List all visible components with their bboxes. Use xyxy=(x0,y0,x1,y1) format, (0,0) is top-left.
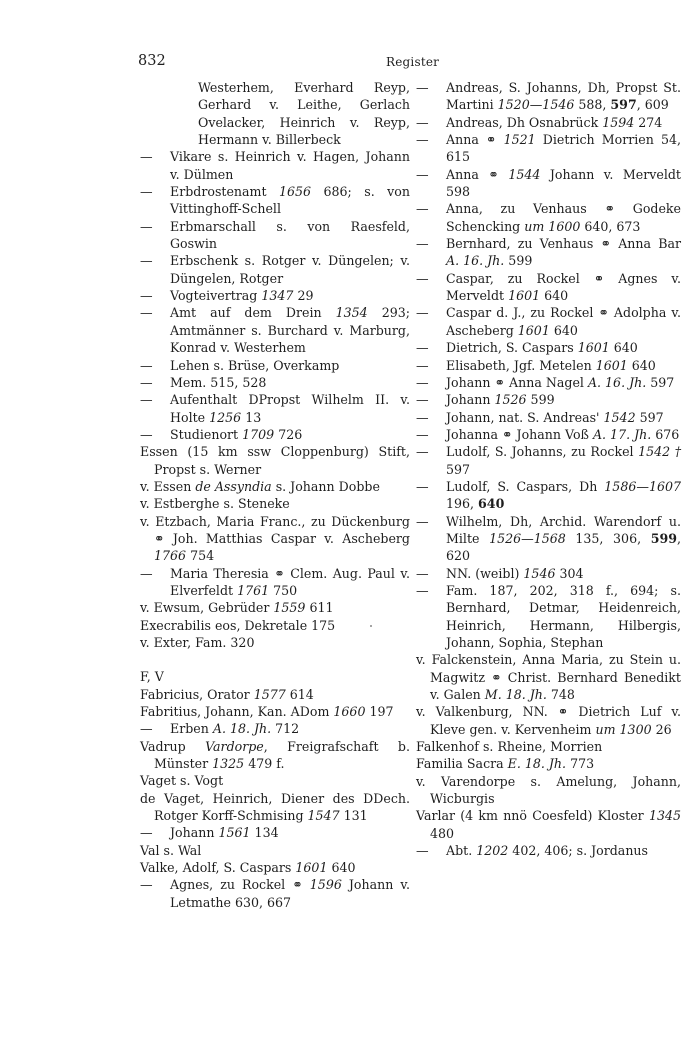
italic-text: 1347 xyxy=(261,288,294,304)
ditto-dash: — xyxy=(416,392,429,408)
index-entry xyxy=(416,166,681,201)
entry-text: Val s. Wal xyxy=(140,842,202,858)
entry-text: v. Varendorpe s. Amelung, Johann, Wicburgis xyxy=(416,773,681,807)
index-entry xyxy=(140,513,410,565)
italic-text: 1345 xyxy=(648,808,681,824)
entry-text: v. Essen xyxy=(140,478,196,494)
entry-text: Amt auf dem Drein xyxy=(170,305,336,321)
index-entry xyxy=(140,720,410,737)
entry-text: de Vaget, Heinrich, Diener des DDech. Rotger Korff-Schmising xyxy=(140,790,410,824)
index-entry xyxy=(140,686,410,703)
index-entry xyxy=(140,374,410,391)
index-entry xyxy=(140,772,410,789)
italic-text: 1521 xyxy=(503,132,536,148)
entry-text: 304 xyxy=(555,565,584,581)
index-entry xyxy=(416,409,681,426)
italic-text: E. 18. Jh. xyxy=(507,756,567,772)
page-number: 832 xyxy=(138,53,166,69)
index-entry xyxy=(416,565,681,582)
entry-text: Falkenhof s. Rheine, Morrien xyxy=(416,739,603,755)
entry-text: 293; Amtmänner s. Burchard v. Marburg, Konrad v. Westerhem xyxy=(170,305,410,356)
entry-text: 640, 673 xyxy=(580,218,641,234)
index-entry xyxy=(140,599,410,616)
index-entry xyxy=(140,252,410,287)
running-head: Register xyxy=(386,55,440,69)
index-entry xyxy=(416,235,681,270)
entry-text: Johann xyxy=(446,392,495,408)
entry-text: 26 xyxy=(651,721,672,737)
italic-text: A. 16. Jh. xyxy=(587,374,647,390)
ditto-dash: — xyxy=(416,236,429,252)
ditto-dash: — xyxy=(140,253,153,269)
entry-text: Aufenthalt DPropst Wilhelm II. v. Holte xyxy=(170,392,410,425)
entry-text: Caspar d. J., zu Rockel ⚭ Adolpha v. Ascheberg xyxy=(446,305,681,338)
ditto-dash: — xyxy=(416,565,429,581)
italic-text: A. 16. Jh. xyxy=(446,253,505,269)
entry-text: Vaget s. Vogt xyxy=(140,773,224,789)
entry-text: Caspar, zu Rockel ⚭ Agnes v. Merveldt xyxy=(446,270,681,304)
italic-text: 1561 xyxy=(218,825,251,841)
entry-text: Lehen s. Brüse, Overkamp xyxy=(170,357,340,373)
ditto-dash: — xyxy=(140,218,153,234)
italic-text: 1547 xyxy=(307,808,340,824)
index-entry xyxy=(140,183,410,218)
index-entry xyxy=(416,842,681,859)
entry-text: , Freigrafschaft b. Münster xyxy=(154,738,410,772)
index-entry xyxy=(140,703,410,720)
entry-text: 134 xyxy=(250,825,279,841)
entry-text: F, V xyxy=(140,669,164,685)
entry-text: Execrabilis eos, Dekretale 175 xyxy=(140,617,336,633)
entry-text: 640 xyxy=(327,860,356,876)
bold-page-ref: 640 xyxy=(478,496,505,512)
italic-text: A. 17. Jh. xyxy=(592,426,652,442)
ditto-dash: — xyxy=(416,166,429,182)
entry-text: Andreas, S. Johanns, Dh, Propst St. Martini xyxy=(446,80,681,113)
index-entry xyxy=(140,738,410,773)
entry-text: Anna ⚭ xyxy=(446,132,504,148)
entry-text: Dietrich Morrien 54, 615 xyxy=(446,132,681,165)
index-entry xyxy=(140,824,410,841)
entry-text: Johann v. Merveldt 598 xyxy=(446,166,681,200)
ditto-dash: — xyxy=(140,305,153,321)
index-entry xyxy=(416,738,681,755)
italic-text: 1766 xyxy=(154,548,187,564)
index-entry xyxy=(416,391,681,408)
entry-text: 274 xyxy=(634,114,663,130)
entry-text: Varlar (4 km nnö Coesfeld) Kloster xyxy=(416,808,649,824)
entry-text: Johanna ⚭ Johann Voß xyxy=(446,426,593,442)
entry-text: v. Falckenstein, Anna Maria, zu Stein u. Magwitz ⚭ Christ. Bernhard Benedikt v. Galen xyxy=(416,652,681,703)
index-entry xyxy=(140,304,410,356)
ditto-dash: — xyxy=(140,184,153,200)
index-entry xyxy=(416,582,681,651)
entry-text: 640 xyxy=(609,340,638,356)
index-entry xyxy=(140,565,410,600)
entry-text: Fam. 187, 202, 318 f., 694; s. Bernhard, Detmar, Heidenreich, Heinrich, Hermann, Hilbergis, Johann, Sophia, Stephan xyxy=(446,582,681,650)
index-entry xyxy=(140,876,410,911)
italic-text: 1601 xyxy=(577,340,610,356)
entry-text: Johann ⚭ Anna Nagel xyxy=(446,374,588,390)
italic-text: 1325 xyxy=(212,756,245,772)
entry-text: Essen (15 km ssw Cloppenburg) Stift, Propst s. Werner xyxy=(140,444,410,477)
italic-text: 1577 xyxy=(253,686,286,702)
index-entry xyxy=(416,755,681,772)
index-entry xyxy=(140,790,410,825)
entry-text: Johann xyxy=(170,825,219,841)
entry-text: 614 xyxy=(285,686,314,702)
italic-text: 1520—1546 xyxy=(497,97,575,113)
entry-text: 479 f. xyxy=(244,756,285,772)
index-entry xyxy=(140,287,410,304)
ditto-dash: — xyxy=(416,270,429,286)
italic-text: 1601 xyxy=(595,357,628,373)
index-entry xyxy=(140,426,410,443)
italic-text: 1586—1607 xyxy=(604,478,681,494)
index-entry xyxy=(140,859,410,876)
index-entry xyxy=(140,842,410,859)
index-entry xyxy=(416,270,681,305)
ditto-dash: — xyxy=(416,305,429,321)
entry-text: 611 xyxy=(305,600,334,616)
italic-text: um 1300 xyxy=(595,721,652,737)
entry-text: Fabritius, Johann, Kan. ADom xyxy=(140,704,334,720)
index-entry xyxy=(140,148,410,183)
entry-text: v. Estberghe s. Steneke xyxy=(140,496,290,512)
entry-text: NN. (weibl) xyxy=(446,565,524,581)
entry-text: v. Etzbach, Maria Franc., zu Dückenburg ⚭ Joh. Matthias Caspar v. Ascheberg xyxy=(140,513,410,546)
entry-text: Erbdrostenamt xyxy=(170,184,279,200)
italic-text: 1656 xyxy=(279,184,312,200)
entry-text: Elisabeth, Jgf. Metelen xyxy=(446,357,596,373)
entry-text: 196, xyxy=(446,496,479,512)
entry-text: 599 xyxy=(504,253,533,269)
italic-text: 1601 xyxy=(517,322,550,338)
entry-text: Vikare s. Heinrich v. Hagen, Johann v. Dülmen xyxy=(170,149,410,182)
entry-text: 750 xyxy=(269,582,298,598)
index-entry xyxy=(140,634,410,651)
entry-text: 754 xyxy=(186,548,215,564)
index-entry xyxy=(416,200,681,235)
italic-text: de Assyndia xyxy=(195,478,272,494)
entry-text: Westerhem, Everhard Reyp, Gerhard v. Leithe, Gerlach Ovelacker, Heinrich v. Reyp, Hermann v. Billerbeck xyxy=(198,80,410,148)
ditto-dash: — xyxy=(140,374,153,390)
italic-text: 1544 xyxy=(508,166,541,182)
ditto-dash: — xyxy=(416,444,429,460)
italic-text: A. 18. Jh. xyxy=(212,721,272,737)
index-entry xyxy=(416,773,681,808)
entry-text: Familia Sacra xyxy=(416,756,508,772)
entry-text: Ludolf, S. Johanns, zu Rockel xyxy=(446,444,639,460)
index-entry xyxy=(140,79,410,148)
ditto-dash: — xyxy=(416,132,429,148)
index-entry xyxy=(416,339,681,356)
entry-text: 402, 406; s. Jordanus xyxy=(508,843,649,859)
entry-text: 588, xyxy=(574,97,611,113)
italic-text: 1709 xyxy=(242,426,275,442)
entry-text: 13 xyxy=(241,409,262,425)
entry-text: Ludolf, S. Caspars, Dh xyxy=(446,478,605,494)
entry-text: Abt. xyxy=(446,843,477,859)
entry-text: , 620 xyxy=(446,530,682,564)
ditto-dash: — xyxy=(140,426,153,442)
italic-text: 1526 xyxy=(494,392,527,408)
index-column-left xyxy=(140,79,410,911)
entry-text: 480 xyxy=(430,825,455,841)
italic-text: 1542 xyxy=(603,409,636,425)
index-entry xyxy=(416,426,681,443)
index-entry xyxy=(416,651,681,703)
entry-text: Wilhelm, Dh, Archid. Warendorf u. Milte xyxy=(446,513,681,546)
index-entry xyxy=(416,131,681,166)
entry-text: 686; s. von Vittinghoff-Schell xyxy=(170,184,410,217)
ditto-dash: — xyxy=(140,565,153,581)
entry-text: 597 xyxy=(446,461,471,477)
index-entry xyxy=(416,357,681,374)
italic-text: 1594 xyxy=(602,114,635,130)
ditto-dash: — xyxy=(416,201,429,217)
entry-text: 29 xyxy=(293,288,314,304)
entry-text: Anna ⚭ xyxy=(446,166,509,182)
index-entry xyxy=(416,79,681,114)
italic-text: 1526—1568 xyxy=(489,530,566,546)
entry-text: Vogteivertrag xyxy=(170,288,262,304)
ditto-dash: — xyxy=(416,357,429,373)
entry-text: 712 xyxy=(271,721,300,737)
index-column-right xyxy=(416,79,681,859)
index-entry xyxy=(140,495,410,512)
italic-text: Vardorpe xyxy=(205,738,264,754)
ditto-dash: — xyxy=(416,426,429,442)
entry-text: Mem. 515, 528 xyxy=(170,374,267,390)
section-heading xyxy=(140,668,410,685)
index-entry xyxy=(140,391,410,426)
ditto-dash: — xyxy=(416,582,429,598)
entry-text: v. Ewsum, Gebrüder xyxy=(140,600,274,616)
italic-text: 1761 xyxy=(237,582,270,598)
ditto-dash: — xyxy=(140,877,153,893)
entry-text: , 609 xyxy=(636,97,669,113)
entry-text: Vadrup xyxy=(140,738,206,754)
entry-text: 773 xyxy=(566,756,595,772)
entry-text: Erbmarschall s. von Raesfeld, Goswin xyxy=(170,218,410,252)
entry-text: 197 xyxy=(365,704,394,720)
ditto-dash: — xyxy=(140,357,153,373)
entry-text: 640 xyxy=(549,322,578,338)
entry-text: 131 xyxy=(339,808,368,824)
entry-text: 640 xyxy=(627,357,656,373)
ditto-dash: — xyxy=(416,409,429,425)
italic-text: um 1600 xyxy=(524,218,581,234)
entry-text: 676 xyxy=(651,426,680,442)
entry-text: 597 xyxy=(646,374,675,390)
index-entry xyxy=(416,304,681,339)
entry-text: Fabricius, Orator xyxy=(140,686,254,702)
entry-text: Agnes, zu Rockel ⚭ xyxy=(170,877,310,893)
italic-text: 1542 † xyxy=(638,444,681,460)
ditto-dash: — xyxy=(416,478,429,494)
entry-text: Andreas, Dh Osnabrück xyxy=(446,114,603,130)
entry-text: v. Exter, Fam. 320 xyxy=(140,635,255,650)
italic-text: 1660 xyxy=(333,704,366,720)
index-entry xyxy=(140,443,410,478)
index-entry xyxy=(140,478,410,495)
italic-text: 1601 xyxy=(508,288,541,304)
ditto-dash: — xyxy=(140,721,153,737)
entry-text: 640 xyxy=(540,288,569,304)
entry-text: Johann, nat. S. Andreas' xyxy=(446,409,604,425)
entry-text: 726 xyxy=(274,426,303,442)
entry-text: Valke, Adolf, S. Caspars xyxy=(140,860,296,876)
index-entry xyxy=(416,703,681,738)
index-entry xyxy=(416,443,681,478)
bold-page-ref: 597 xyxy=(610,97,637,113)
entry-text: Studienort xyxy=(170,426,243,442)
entry-text: 597 xyxy=(635,409,664,425)
italic-text: 1202 xyxy=(476,843,509,859)
index-entry xyxy=(416,478,681,513)
index-entry xyxy=(416,374,681,391)
italic-text: M. 18. Jh. xyxy=(484,687,547,703)
index-entry xyxy=(416,807,681,842)
entry-text: Anna, zu Venhaus ⚭ Godeke Schencking xyxy=(446,201,681,234)
ditto-dash: — xyxy=(140,288,153,304)
bold-page-ref: 599 xyxy=(650,530,677,546)
index-entry xyxy=(140,218,410,253)
italic-text: 1546 xyxy=(523,565,556,581)
entry-text: v. Valkenburg, NN. ⚭ Dietrich Luf v. Kleve gen. v. Kervenheim xyxy=(416,704,681,737)
index-entry xyxy=(140,357,410,374)
ditto-dash: — xyxy=(416,374,429,390)
entry-text: 748 xyxy=(546,687,575,703)
ditto-dash: — xyxy=(140,149,153,165)
entry-text: Dietrich, S. Caspars xyxy=(446,340,578,356)
entry-text: 135, 306, xyxy=(565,530,651,546)
entry-text: Erbschenk s. Rotger v. Düngelen; v. Düngelen, Rotger xyxy=(170,253,410,286)
ditto-dash: — xyxy=(416,843,429,859)
italic-text: 1256 xyxy=(209,409,242,425)
entry-text: Maria Theresia ⚭ Clem. Aug. Paul v. Elverfeldt xyxy=(170,565,410,598)
ditto-dash: — xyxy=(416,513,429,529)
italic-text: 1596 xyxy=(309,877,342,893)
entry-text: Bernhard, zu Venhaus ⚭ Anna Bar xyxy=(446,236,681,252)
index-entry xyxy=(416,513,681,565)
index-entry xyxy=(416,114,681,131)
ditto-dash: — xyxy=(140,825,153,841)
entry-text: 599 xyxy=(526,392,555,408)
italic-text: 1559 xyxy=(273,600,306,616)
ditto-dash: — xyxy=(416,114,429,130)
ditto-dash: — xyxy=(416,340,429,356)
italic-text: 1601 xyxy=(295,860,328,876)
entry-text: Erben xyxy=(170,721,213,737)
italic-text: 1354 xyxy=(335,305,368,321)
entry-text: Johann v. Letmathe 630, 667 xyxy=(170,877,410,910)
ditto-dash: — xyxy=(416,80,429,95)
ditto-dash: — xyxy=(140,392,153,408)
entry-text: s. Johann Dobbe xyxy=(271,478,380,494)
print-speck xyxy=(370,625,372,627)
